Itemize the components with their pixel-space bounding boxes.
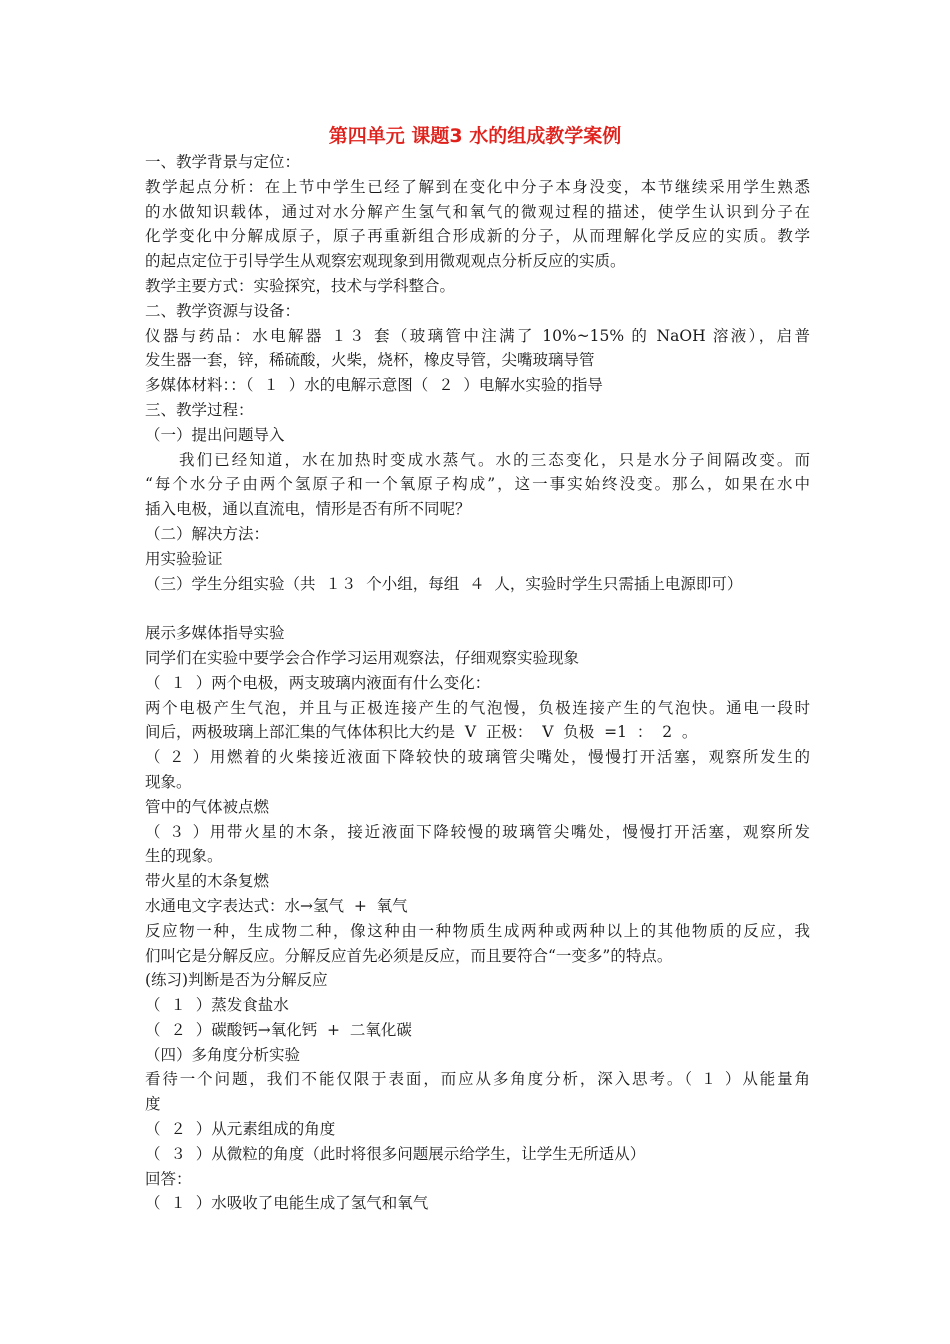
text-line: 现象。 [145,772,192,791]
text-line: 带火星的木条复燃 [145,872,270,891]
text-line: 反应物一种，生成物二种，像这种由一种物质生成两种或两种以上的其他物质的反应，我 [145,921,810,940]
text-line: 的起点定位于引导学生从观察宏观现象到用微观观点分析反应的实质。 [145,252,626,271]
text-line: 三、教学过程： [145,400,254,419]
text-line: 看待一个问题，我们不能仅限于表面，而应从多角度分析，深入思考。（ １ ）从能量角 [145,1070,810,1089]
text-line: 两个电极产生气泡，并且与正极连接产生的气泡慢，负极连接产生的气泡快。通电一段时 [145,698,810,717]
text-line: （ ３ ）用带火星的木条，接近液面下降较慢的玻璃管尖嘴处，慢慢打开活塞，观察所发 [145,822,810,841]
text-line: 回答： [145,1169,192,1188]
text-line: 管中的气体被点燃 [145,797,270,816]
text-line: 仪器与药品：水电解器 １３ 套（玻璃管中注满了 10%~15% 的 NaOH 溶液），启普 [145,326,810,345]
text-line: （ ２ ）碳酸钙→氧化钙 + 二氧化碳 [145,1020,412,1039]
text-line: (练习)判断是否为分解反应 [145,971,328,990]
text-line: 的水做知识载体，通过对水分解产生氢气和氧气的微观过程的描述，使学生认识到分子在 [145,202,810,221]
text-line: 教学主要方式：实验探究，技术与学科整合。 [145,276,456,295]
text-line: （ ２ ）用燃着的火柴接近液面下降较快的玻璃管尖嘴处，慢慢打开活塞，观察所发生的 [145,748,810,767]
text-line: 同学们在实验中要学会合作学习运用观察法，仔细观察实验现象 [145,648,580,667]
text-line: （ １ ）蒸发食盐水 [145,996,289,1015]
text-line: （ １ ）两个电极，两支玻璃内液面有什么变化： [145,673,491,692]
text-line: （一）提出问题导入 [145,425,285,444]
text-line: 化学变化中分解成原子，原子再重新组合形成新的分子，从而理解化学反应的实质。教学 [145,227,810,246]
document-body [145,150,810,1216]
text-line: （三）学生分组实验（共 １３ 个小组，每组 ４ 人，实验时学生只需插上电源即可） [145,574,743,593]
text-line: 展示多媒体指导实验 [145,624,285,643]
text-line: 发生器一套，锌，稀硫酸，火柴，烧杯，橡皮导管，尖嘴玻璃导管 [145,351,595,370]
text-line: 教学起点分析：在上节中学生已经了解到在变化中分子本身没变，本节继续采用学生熟悉 [145,177,810,196]
text-line: 一、教学背景与定位： [145,153,301,171]
text-line: “每个水分子由两个氢原子和一个氧原子构成”，这一事实始终没变。那么，如果在水中 [145,475,810,494]
text-line: 生的现象。 [145,847,223,866]
text-line: （ ２ ）从元素组成的角度 [145,1120,336,1139]
text-line: （四）多角度分析实验 [145,1045,301,1064]
text-line: 二、教学资源与设备： [145,301,301,320]
text-line: （二）解决方法： [145,524,270,543]
blank-line [145,596,810,621]
text-line: 我们已经知道，水在加热时变成水蒸气。水的三态变化，只是水分子间隔改变。而 [179,450,810,469]
text-line: 用实验验证 [145,549,223,568]
text-line: （ １ ）水吸收了电能生成了氢气和氧气 [145,1194,429,1213]
text-line: 水通电文字表达式：水→氢气 + 氧气 [145,896,408,915]
text-line: 插入电极，通以直流电，情形是否有所不同呢？ [145,500,471,519]
document-title: 第四单元 课题3 水的组成教学案例 [328,125,622,147]
text-line: 度 [145,1095,161,1114]
text-line: 多媒体材料：：（ １ ）水的电解示意图（ ２ ）电解水实验的指导 [145,376,603,395]
text-line: 间后，两极玻璃上部汇集的气体体积比大约是 V 正极： V 负极 =1 ： 2 。 [145,723,698,742]
text-line: 们叫它是分解反应。分解反应首先必须是反应，而且要符合“一变多”的特点。 [145,946,673,965]
text-line: （ ３ ）从微粒的角度（此时将很多问题展示给学生，让学生无所适从） [145,1144,646,1163]
